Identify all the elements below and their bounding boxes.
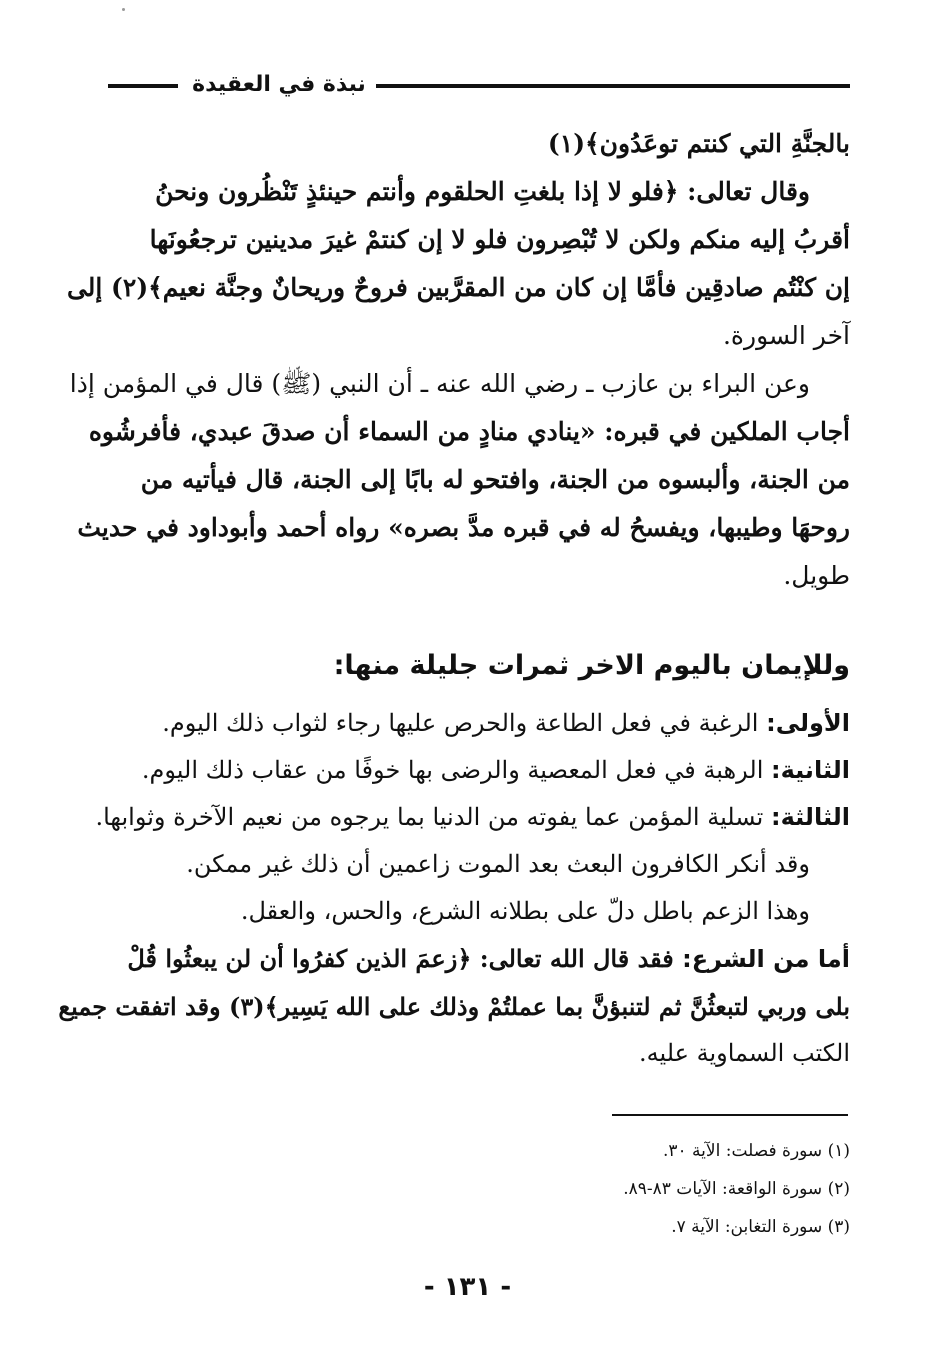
header-rule-left [108,84,178,88]
text-line: بالجنَّةِ التي كنتم توعَدُون﴾(١) [547,129,850,158]
text-line: وعن البراء بن عازب ـ رضي الله عنه ـ أن النبي (ﷺ) قال في المؤمن إذا [69,369,810,398]
scan-speck [122,8,125,11]
footnotes [500,1132,850,1246]
page-number: - ١٣١ - [423,1272,512,1302]
footnote-separator [612,1114,848,1116]
list-item [105,700,850,747]
text-line: أقربُ إليه منكم ولكن لا تُبْصِرون فلو لا إن كنتمْ غيرَ مدينين ترجعُونَها [149,225,850,254]
header-rule-right [376,84,850,88]
text-line: آخر السورة. [722,321,850,350]
text-line: روحهَا وطيبها، ويفسحُ له في قبره مدَّ بصره» رواه أحمد وأبوداود في حديث [77,513,850,542]
main-text [66,120,850,600]
paragraph-label: أما من الشرع: [682,945,850,973]
verse-text: فقد قال الله تعالى: ﴿زعمَ الذين كفرُوا أن لن يبعثُوا قُلْ [127,944,683,973]
text-line: وقال تعالى: ﴿فلو لا إذا بلغتِ الحلقوم وأنتم حينئذٍ تَنْظُرون ونحنُ [155,177,810,206]
header-title: نبذة في العقيدة [192,72,366,97]
text-line: إن كنْتُم صادقِين فأمَّا إن كان من المقرَّبين فروحٌ وريحانٌ وجنَّة نعيم﴾(٢) إلى [66,273,850,302]
text-line: أجاب الملكين في قبره: «ينادي منادٍ من السماء أن صدقَ عبدي، فأفرشُوه [88,417,850,446]
text-line: الكتب السماوية عليه. [638,1039,850,1067]
list-item-text: الرهبة في فعل المعصية والرضى بها خوفًا من عقاب ذلك اليوم. [141,756,771,784]
text-line: وقد أنكر الكافرون البعث بعد الموت زاعمين أن ذلك غير ممكن. [186,850,810,878]
text-line: وهذا الزعم باطل دلّ على بطلانه الشرع، والحس، والعقل. [240,897,810,925]
running-header [108,68,850,102]
footnote-1: (١) سورة فصلت: الآية ٣٠. [662,1141,850,1161]
list-item-text: الرغبة في فعل الطاعة والحرص عليها رجاء لثواب ذلك اليوم. [162,709,767,737]
text-line: بلى وربي لتبعثُنَّ ثم لتنبؤنَّ بما عملتُمْ وذلك على الله يَسِير﴾(٣) وقد اتفقت جميع [58,992,850,1021]
section-heading: وللإيمان باليوم الاخر ثمرات جليلة منها: [333,650,850,681]
list-item-label: الأولى: [766,709,850,737]
fruits-list [58,700,850,1077]
list-item [95,794,850,841]
footnote-2: (٢) سورة الواقعة: الآيات ٨٣-٨٩. [623,1179,850,1199]
list-item-text: تسلية المؤمن عما يفوته من الدنيا بما يرجوه من نعيم الآخرة وثوابها. [95,803,771,831]
text-line: طويل. [783,561,850,590]
text-line: من الجنة، وألبسوه من الجنة، وافتحو له بابًا إلى الجنة، قال فيأتيه من [140,465,850,494]
list-item [105,747,850,794]
list-item-label: الثانية: [770,756,850,784]
text-line [105,935,850,983]
list-item-label: الثالثة: [770,803,850,831]
footnote-3: (٣) سورة التغابن: الآية ٧. [671,1217,850,1237]
